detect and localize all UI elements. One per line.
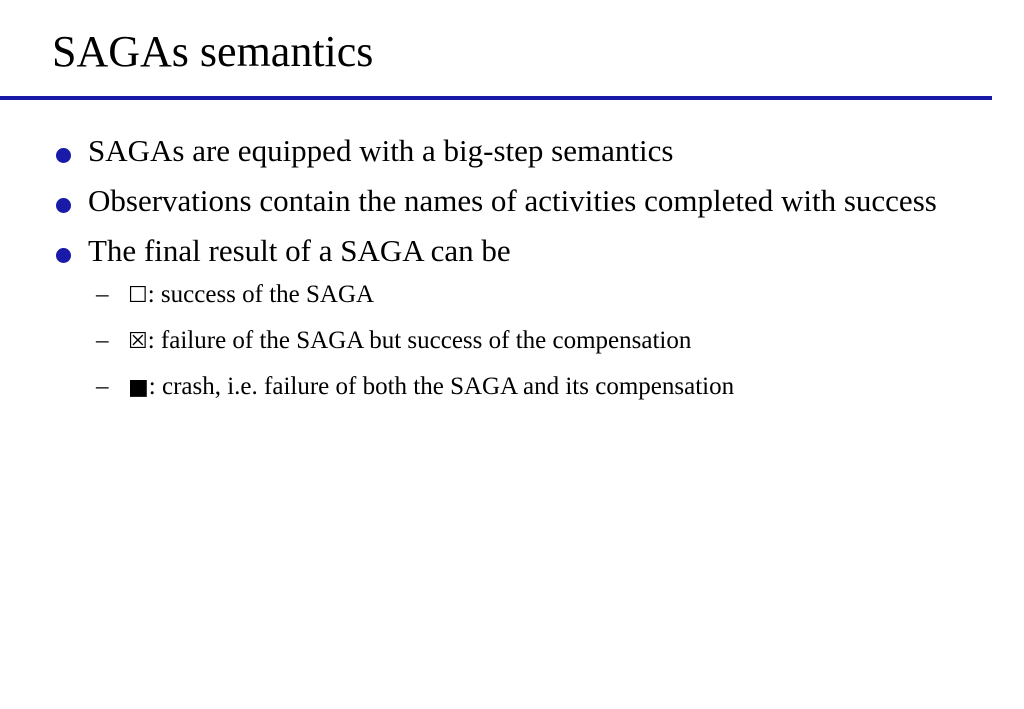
filled-box-icon: ■ xyxy=(128,375,149,400)
bullet-dot-icon xyxy=(56,148,71,163)
sub-bullet-text: : failure of the SAGA but success of the compensation xyxy=(147,327,692,354)
slide-title: SAGAs semantics xyxy=(52,27,374,76)
bullet-item xyxy=(52,130,952,172)
bullet-text: The final result of a SAGA can be xyxy=(88,233,511,268)
bullet-list xyxy=(52,130,952,410)
title-divider xyxy=(0,96,992,100)
crossed-box-icon: ☒ xyxy=(128,329,148,354)
bullet-text: Observations contain the names of activities completed with success xyxy=(88,183,937,218)
bullet-item xyxy=(52,180,952,222)
dash-marker: – xyxy=(96,373,109,400)
sub-bullet-item xyxy=(88,272,952,318)
sub-bullet-item xyxy=(88,364,952,410)
bullet-item xyxy=(52,230,952,410)
sub-bullet-list xyxy=(88,272,952,410)
sub-bullet-item xyxy=(88,318,952,364)
sub-bullet-text: : success of the SAGA xyxy=(147,281,375,308)
bullet-dot-icon xyxy=(56,198,71,213)
bullet-dot-icon xyxy=(56,248,71,263)
dash-marker: – xyxy=(96,281,109,308)
bullet-text: SAGAs are equipped with a big-step semantics xyxy=(88,133,674,168)
sub-bullet-text: : crash, i.e. failure of both the SAGA and its compensation xyxy=(148,373,735,400)
empty-box-icon: ☐ xyxy=(128,283,148,308)
dash-marker: – xyxy=(96,327,109,354)
